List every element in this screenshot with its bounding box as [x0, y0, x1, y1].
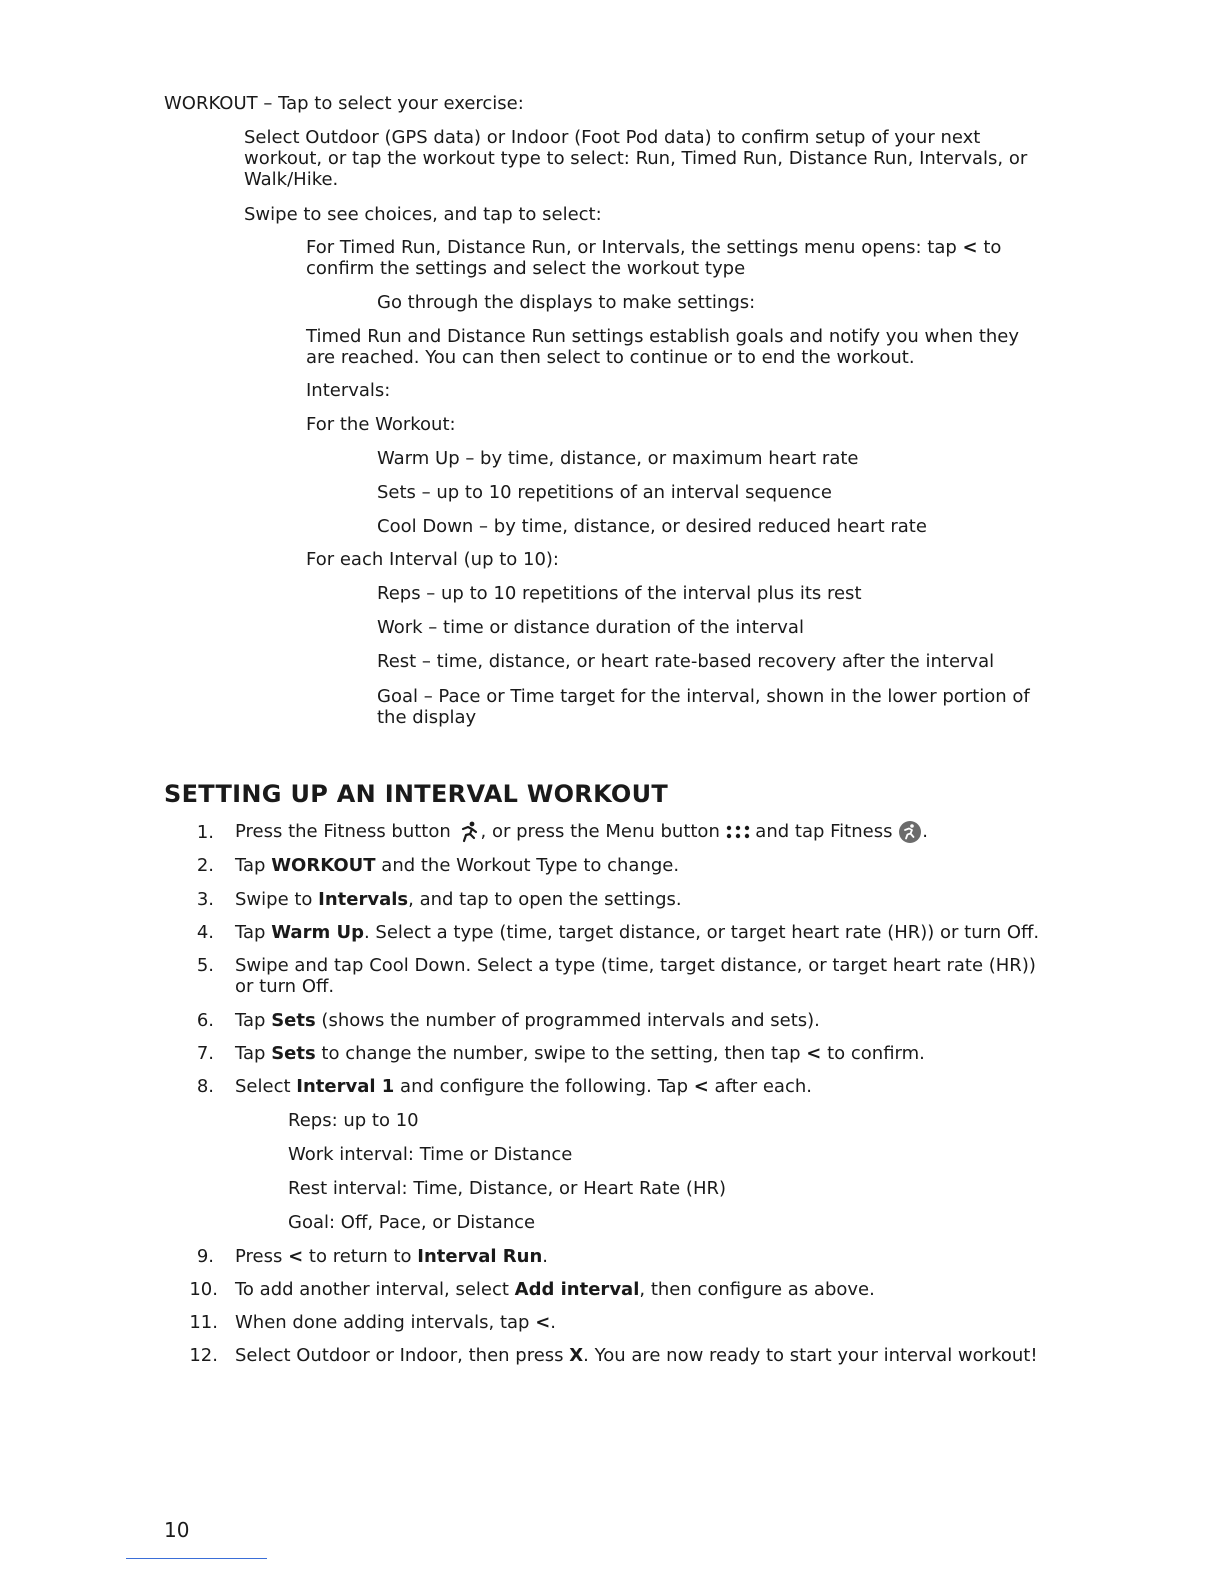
list-item: Rest – time, distance, or heart rate-based recovery after the interval — [377, 651, 995, 672]
step-number: 10. — [189, 1279, 218, 1300]
list-item: Warm Up – by time, distance, or maximum heart rate — [377, 448, 859, 469]
workout-title: WORKOUT — [164, 93, 258, 114]
step-number: 12. — [189, 1345, 218, 1366]
section-heading: SETTING UP AN INTERVAL WORKOUT — [164, 780, 669, 808]
list-item: Cool Down – by time, distance, or desired reduced heart rate — [377, 516, 927, 537]
step-1: Press the Fitness button , or press the Menu button and tap Fitness . — [235, 821, 928, 842]
page-number: 10 — [164, 1518, 190, 1542]
step-number: 4. — [196, 922, 214, 943]
step-5: Swipe and tap Cool Down. Select a type (time, target distance, or target heart rate (HR)) or turn Off. — [235, 955, 1036, 997]
step-number: 6. — [196, 1010, 214, 1031]
list-item: Work – time or distance duration of the interval — [377, 617, 804, 638]
workout-paragraph-1: Select Outdoor (GPS data) or Indoor (Foot Pod data) to confirm setup of your next workout, or tap the workout type to select: Run, Timed Run, Distance Run, Intervals, or Walk/Hike. — [244, 127, 1028, 190]
step-number: 11. — [189, 1312, 218, 1333]
list-item: Goal – Pace or Time target for the interval, shown in the lower portion of the display — [377, 686, 1030, 728]
for-each-interval-label: For each Interval (up to 10): — [306, 549, 559, 570]
step-number: 8. — [196, 1076, 214, 1097]
fitness-circle-icon — [898, 820, 922, 844]
footer-rule — [126, 1558, 267, 1559]
step-3: Swipe to Intervals, and tap to open the settings. — [235, 889, 682, 910]
list-item: Reps – up to 10 repetitions of the interval plus its rest — [377, 583, 862, 604]
list-item: Sets – up to 10 repetitions of an interval sequence — [377, 482, 832, 503]
step-number: 1. — [196, 822, 214, 843]
step-number: 2. — [196, 855, 214, 876]
workout-intro: WORKOUT – Tap to select your exercise: — [164, 93, 524, 114]
for-the-workout-label: For the Workout: — [306, 414, 456, 435]
workout-paragraph-2: Swipe to see choices, and tap to select: — [244, 204, 602, 225]
menu-dots-icon — [726, 825, 750, 839]
step-number: 3. — [196, 889, 214, 910]
fitness-runner-icon — [457, 820, 481, 844]
workout-paragraph-3: For Timed Run, Distance Run, or Intervals, the settings menu opens: tap < to confirm the settings and select the workout type — [306, 237, 1002, 279]
step-11: When done adding intervals, tap <. — [235, 1312, 557, 1333]
step-number: 5. — [196, 955, 214, 976]
step-8: Select Interval 1 and configure the following. Tap < after each. — [235, 1076, 812, 1097]
step-number: 9. — [196, 1246, 214, 1267]
workout-paragraph-5: Timed Run and Distance Run settings establish goals and notify you when they are reached. You can then select to continue or to end the workout. — [306, 326, 1020, 368]
step-9: Press < to return to Interval Run. — [235, 1246, 549, 1267]
intervals-label: Intervals: — [306, 380, 391, 401]
sub-list-item: Reps: up to 10 — [288, 1110, 419, 1131]
sub-list-item: Work interval: Time or Distance — [288, 1144, 573, 1165]
step-number: 7. — [196, 1043, 214, 1064]
sub-list-item: Goal: Off, Pace, or Distance — [288, 1212, 536, 1233]
step-12: Select Outdoor or Indoor, then press X. You are now ready to start your interval workout! — [235, 1345, 1038, 1366]
step-4: Tap Warm Up. Select a type (time, target distance, or target heart rate (HR)) or turn Off. — [235, 922, 1040, 943]
step-10: To add another interval, select Add interval, then configure as above. — [235, 1279, 875, 1300]
step-7: Tap Sets to change the number, swipe to the setting, then tap < to confirm. — [235, 1043, 925, 1064]
step-2: Tap WORKOUT and the Workout Type to change. — [235, 855, 680, 876]
step-6: Tap Sets (shows the number of programmed intervals and sets). — [235, 1010, 820, 1031]
sub-list-item: Rest interval: Time, Distance, or Heart Rate (HR) — [288, 1178, 727, 1199]
workout-paragraph-4: Go through the displays to make settings: — [377, 292, 756, 313]
